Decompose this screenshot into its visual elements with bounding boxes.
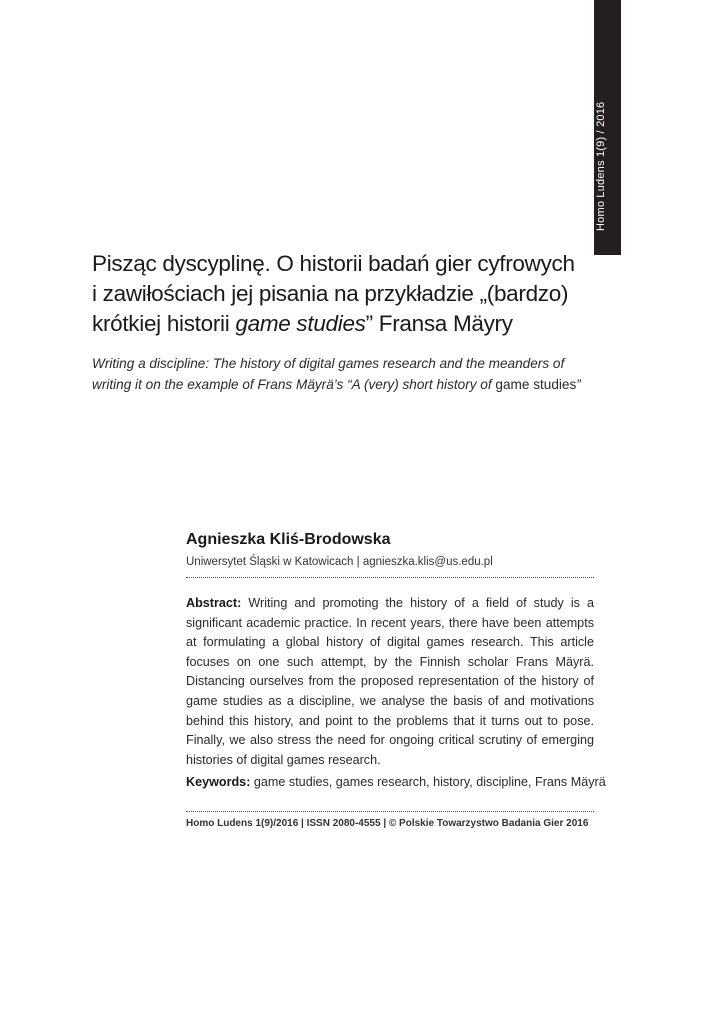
subtitle-upright: game studies [495, 377, 577, 392]
subtitle-text: Writing a discipline: The history of digital games research and the meanders of writing it on the example of Frans Mäyrä’s “A (very) short history of [92, 356, 565, 392]
footer-citation: Homo Ludens 1(9)/2016 | ISSN 2080-4555 | © Polskie Towarzystwo Badania Gier 2016 [186, 818, 589, 829]
abstract [186, 594, 594, 770]
abstract-label: Abstract: [186, 596, 242, 610]
title-line-1: Pisząc dyscyplinę. O historii badań gier cyfrowych [92, 251, 575, 276]
title-line-3-end: ” Fransa Mäyry [365, 311, 513, 336]
title-line-3-start: krótkiej historii [92, 311, 236, 336]
keywords-text: game studies, games research, history, discipline, Frans Mäyrä [250, 775, 606, 789]
keywords [186, 773, 606, 792]
article-title-english [92, 353, 602, 395]
author-affiliation: Uniwersytet Śląski w Katowicach | agnieszka.klis@us.edu.pl [186, 556, 493, 568]
divider-bottom [186, 811, 594, 812]
divider-top [186, 577, 594, 578]
title-line-3-italic: game studies [235, 311, 366, 336]
journal-side-tab [594, 0, 621, 255]
subtitle-end: ” [576, 377, 581, 392]
article-title-polish [92, 249, 602, 339]
keywords-label: Keywords: [186, 775, 251, 789]
author-name: Agnieszka Kliś-Brodowska [186, 531, 391, 548]
journal-issue-label: Homo Ludens 1(9) / 2016 [595, 101, 607, 231]
abstract-text: Writing and promoting the history of a field of study is a significant academic practice. In recent years, there have been attempts at formulating a global history of digital games research. This article focuses on one such attempt, by the Finnish scholar Frans Mäyrä. Distancing ourselves from the proposed representation of the history of game studies as a discipline, we analyse the basis of and motivations behind this history, and point to the problems that it turns out to pose. Finally, we also stress the need for ongoing critical scrutiny of emerging histories of digital games research. [186, 596, 594, 767]
title-line-2: i zawiłościach jej pisania na przykładzie „(bardzo) [92, 281, 569, 306]
